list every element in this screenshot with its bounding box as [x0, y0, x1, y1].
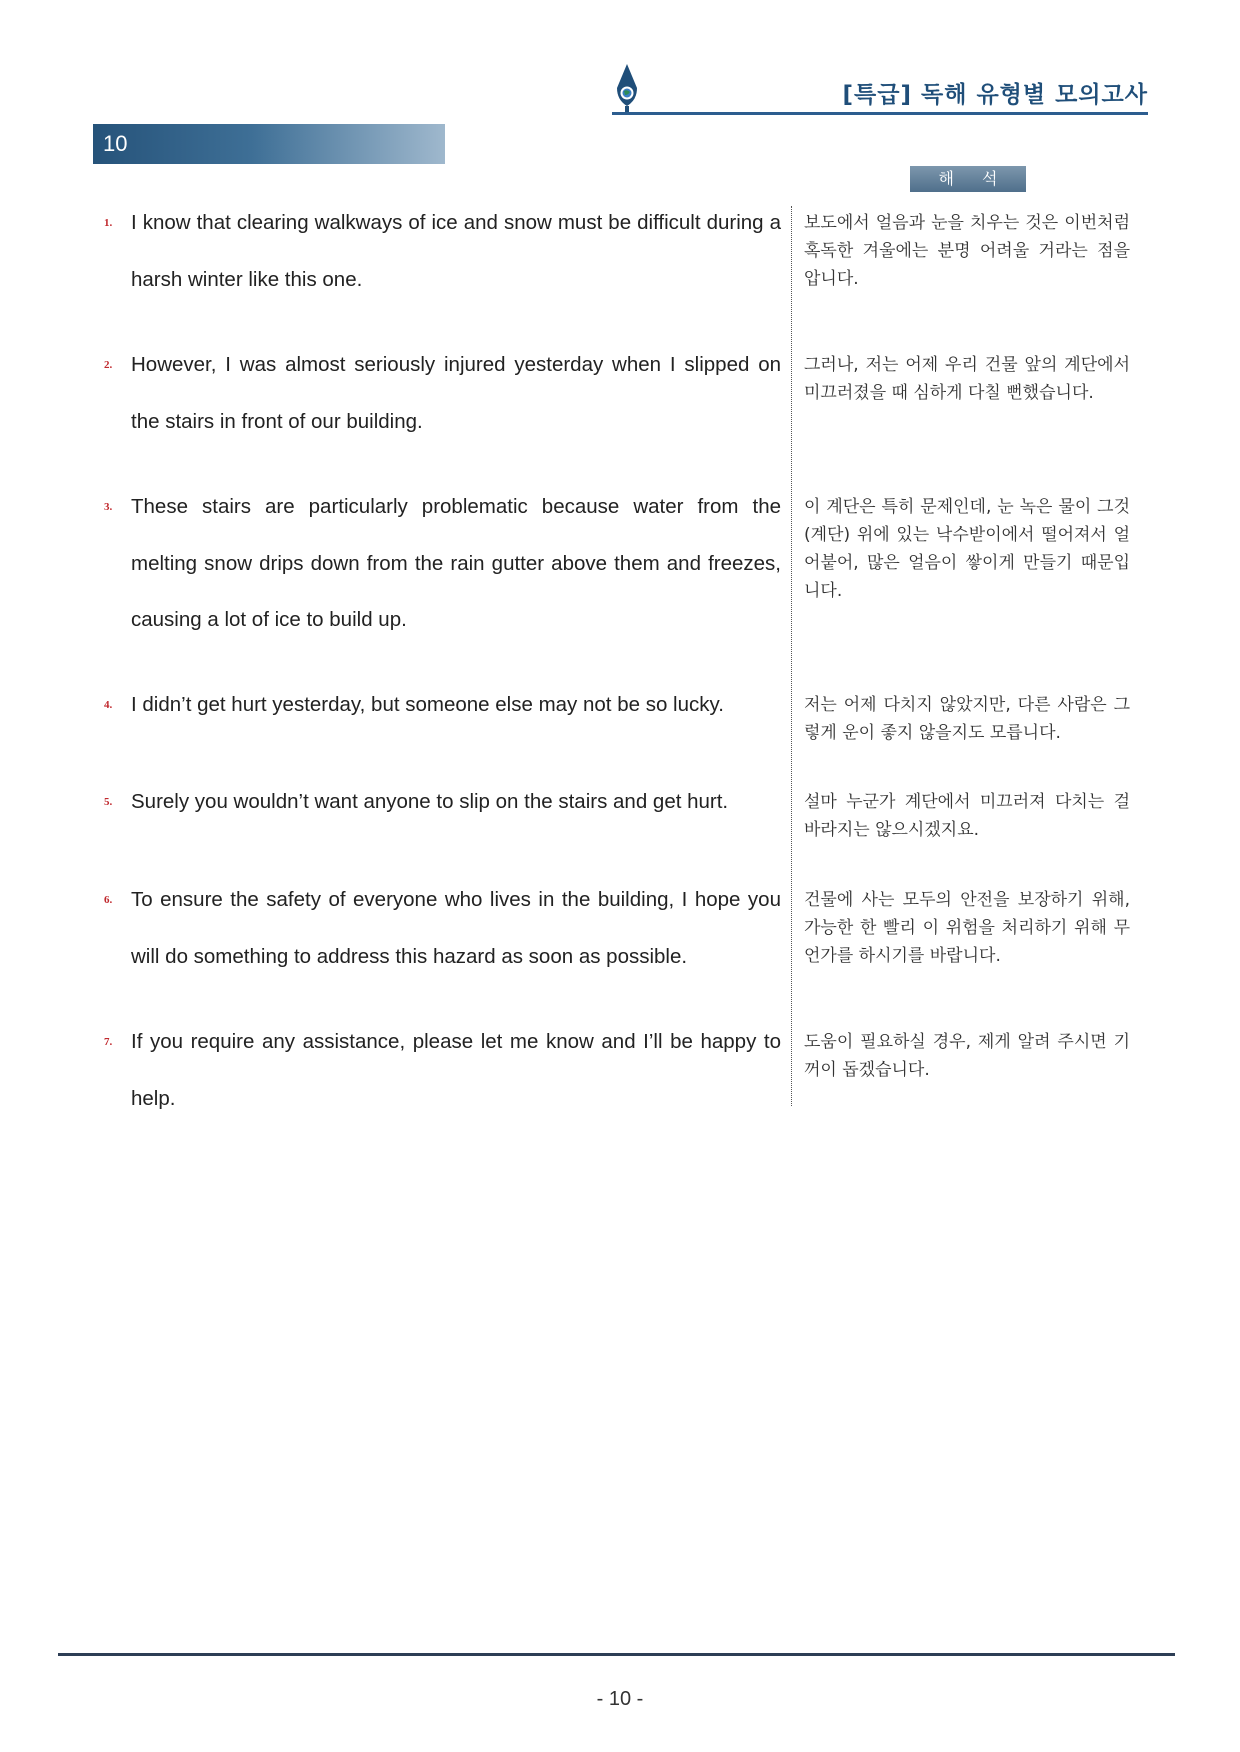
column-divider — [791, 206, 792, 1106]
question-number: 10 — [103, 131, 128, 156]
sentence-number: 1. — [104, 217, 113, 229]
english-sentence: Surely you wouldn’t want anyone to slip on the stairs and get hurt. — [131, 790, 729, 813]
sentence-number: 4. — [104, 699, 113, 711]
korean-translation: 이 계단은 특히 문제인데, 눈 녹은 물이 그것(계단) 위에 있는 낙수받이에서 떨어져서 얼어붙어, 많은 얼음이 쌓이게 만들기 때문입니다. — [804, 497, 1130, 601]
korean-translation: 도움이 필요하실 경우, 제게 알려 주시면 기꺼이 돕겠습니다. — [804, 1032, 1130, 1080]
english-sentence: If you require any assistance, please let me know and I’ll be happy to help. — [131, 1030, 781, 1110]
sentence-number: 2. — [104, 359, 113, 371]
korean-translation: 건물에 사는 모두의 안전을 보장하기 위해, 가능한 한 빨리 이 위험을 처리하기 위해 무언가를 하시기를 바랍니다. — [804, 890, 1130, 966]
page-number: - 10 - — [596, 1688, 644, 1710]
header-title: [특급] 독해 유형별 모의고사 — [842, 82, 1148, 108]
sentence-number: 5. — [104, 796, 113, 808]
sentence-number: 7. — [104, 1036, 113, 1048]
korean-translation: 저는 어제 다치지 않았지만, 다른 사람은 그렇게 운이 좋지 않을지도 모릅니다. — [804, 695, 1130, 743]
english-sentence: I know that clearing walkways of ice and snow must be difficult during a harsh winter like this one. — [131, 211, 781, 291]
footer-rule — [58, 1653, 1175, 1656]
english-sentence: To ensure the safety of everyone who lives in the building, I hope you will do something to address this hazard as soon as possible. — [131, 888, 781, 968]
korean-translation: 그러나, 저는 어제 우리 건물 앞의 계단에서 미끄러졌을 때 심하게 다칠 뻔했습니다. — [804, 355, 1130, 403]
sentence-number: 6. — [104, 894, 113, 906]
korean-translation: 보도에서 얼음과 눈을 치우는 것은 이번처럼 혹독한 겨울에는 분명 어려울 거라는 점을 압니다. — [804, 213, 1130, 289]
english-sentence: I didn’t get hurt yesterday, but someone else may not be so lucky. — [131, 693, 724, 716]
english-sentence: However, I was almost seriously injured yesterday when I slipped on the stairs in front of our building. — [131, 353, 781, 433]
korean-translation: 설마 누군가 계단에서 미끄러져 다치는 걸 바라지는 않으시겠지요. — [804, 792, 1130, 840]
translation-label: 해석 — [910, 166, 1026, 192]
english-sentence: These stairs are particularly problematic because water from the melting snow drips down from the rain gutter above them and freezes, causing a lot of ice to build up. — [131, 495, 781, 631]
header-rule — [612, 112, 1148, 115]
sentence-number: 3. — [104, 501, 113, 513]
question-number-bar — [93, 124, 445, 164]
pen-nib-logo-icon — [612, 62, 642, 114]
